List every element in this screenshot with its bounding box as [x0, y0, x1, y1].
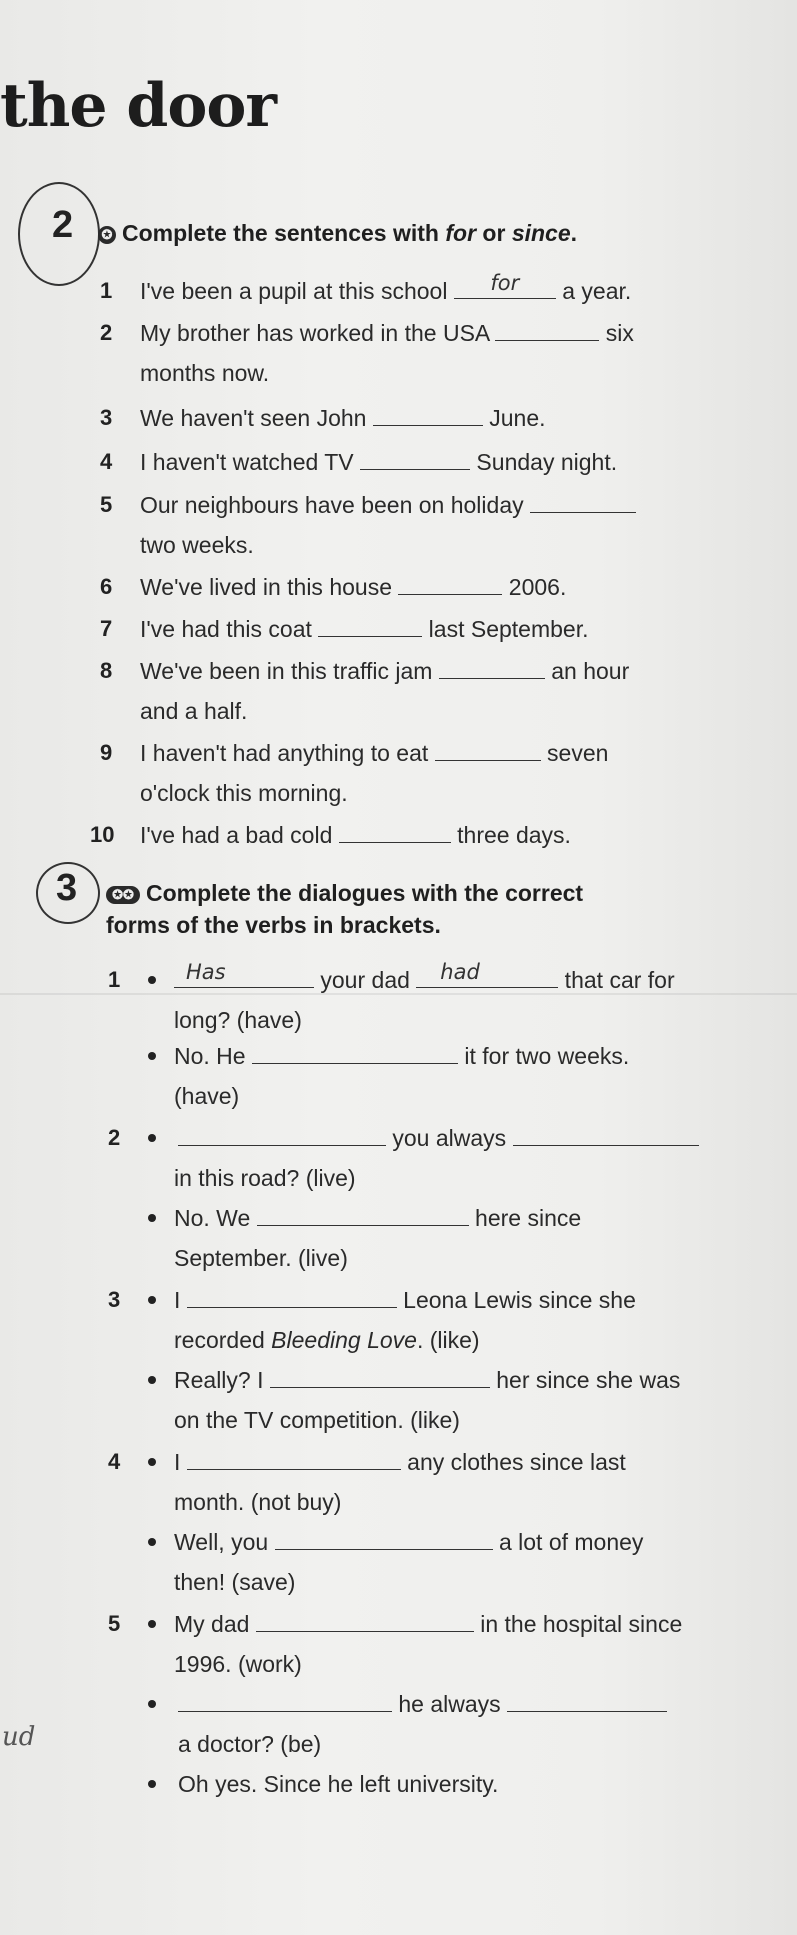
exercise-3-instruction-line-2: forms of the verbs in brackets.	[106, 912, 441, 938]
item-number: 5	[100, 492, 113, 517]
sentence-10: I've had a bad cold three days.	[140, 822, 571, 848]
dialogue-3-reply: Really? I her since she was	[174, 1367, 681, 1393]
dialogue-2-question-cont: in this road? (live)	[174, 1165, 356, 1191]
answer-blank[interactable]	[178, 1123, 386, 1146]
sentence-2: My brother has worked in the USA six	[140, 320, 634, 346]
item-number: 3	[108, 1287, 121, 1312]
answer-blank[interactable]	[318, 614, 422, 637]
answer-blank[interactable]	[495, 318, 599, 341]
dialogue-1-reply-cont: (have)	[174, 1083, 240, 1109]
answer-blank[interactable]	[507, 1689, 667, 1712]
dialogue-5-reply: Oh yes. Since he left university.	[178, 1771, 499, 1797]
item-number: 7	[100, 616, 113, 641]
item-number: 1	[108, 967, 121, 992]
dialogue-2-reply-cont: September. (live)	[174, 1245, 348, 1271]
dialogue-4-question-cont: month. (not buy)	[174, 1489, 342, 1515]
sentence-9-cont: o'clock this morning.	[140, 780, 348, 806]
answer-blank[interactable]: for	[454, 276, 556, 299]
bullet	[148, 1052, 156, 1060]
answer-blank[interactable]	[339, 820, 451, 843]
item-number: 1	[100, 278, 113, 303]
item-number: 4	[108, 1449, 121, 1474]
margin-note: ud	[2, 1722, 36, 1752]
sentence-6: We've lived in this house 2006.	[140, 574, 567, 600]
item-number: 8	[100, 658, 113, 683]
sentence-8-cont: and a half.	[140, 698, 248, 724]
answer-blank[interactable]: had	[416, 965, 558, 988]
exercise-2-number: 2	[52, 204, 74, 246]
dialogue-1-question-cont: long? (have)	[174, 1007, 302, 1033]
bullet	[148, 1134, 156, 1142]
double-level-icon: ✪✪	[106, 886, 140, 904]
answer-blank[interactable]	[257, 1203, 469, 1226]
dialogue-5-question: My dad in the hospital since	[174, 1611, 683, 1637]
answer-blank[interactable]	[178, 1689, 392, 1712]
answer-blank[interactable]: Has	[174, 965, 314, 988]
dialogue-4-reply-cont: then! (save)	[174, 1569, 296, 1595]
dialogue-2-reply: No. We here since	[174, 1205, 582, 1231]
dialogue-4-reply: Well, you a lot of money	[174, 1529, 644, 1555]
sentence-5: Our neighbours have been on holiday	[140, 490, 636, 520]
dialogue-5-followup-cont: a doctor? (be)	[178, 1731, 322, 1757]
dialogue-3-reply-cont: on the TV competition. (like)	[174, 1407, 460, 1433]
answer-blank[interactable]	[373, 403, 483, 426]
exercise-2-instruction: ✪ Complete the sentences with for or since.	[98, 216, 577, 250]
answer-blank[interactable]	[513, 1123, 699, 1146]
item-number: 5	[108, 1611, 121, 1636]
bullet	[148, 1700, 156, 1708]
answer-blank[interactable]	[439, 656, 545, 679]
item-number: 3	[100, 405, 113, 430]
bullet	[148, 1780, 156, 1788]
answer-blank[interactable]	[252, 1041, 458, 1064]
sentence-1: I've been a pupil at this school for a year.	[140, 271, 632, 304]
dialogue-4-question: I any clothes since last	[174, 1449, 626, 1475]
item-number: 9	[100, 740, 113, 765]
sentence-8: We've been in this traffic jam an hour	[140, 658, 630, 684]
bullet	[148, 1296, 156, 1304]
bullet	[148, 1376, 156, 1384]
sentence-4: I haven't watched TV Sunday night.	[140, 449, 618, 475]
bullet	[148, 1214, 156, 1222]
dialogue-3-question-cont: recorded Bleeding Love. (like)	[174, 1327, 480, 1353]
dialogue-2-question: you always	[178, 1123, 699, 1153]
sentence-2-cont: months now.	[140, 360, 270, 386]
sentence-9: I haven't had anything to eat seven	[140, 740, 609, 766]
item-number: 2	[100, 320, 113, 345]
answer-blank[interactable]	[275, 1527, 493, 1550]
item-number: 4	[100, 449, 113, 474]
sentence-3: We haven't seen John June.	[140, 405, 546, 431]
bullet	[148, 1458, 156, 1466]
answer-blank[interactable]	[270, 1365, 490, 1388]
sentence-7: I've had this coat last September.	[140, 616, 589, 642]
answer-blank[interactable]	[360, 447, 470, 470]
exercise-3-number: 3	[56, 867, 78, 909]
dialogue-1-question: Has your dad had that car for	[174, 965, 675, 995]
answer-blank[interactable]	[187, 1447, 401, 1470]
item-number: 10	[90, 822, 115, 847]
answer-blank[interactable]	[530, 490, 636, 513]
bullet	[148, 1620, 156, 1628]
item-number: 6	[100, 574, 113, 599]
answer-blank[interactable]	[398, 572, 502, 595]
single-level-icon: ✪	[98, 226, 116, 244]
dialogue-5-followup: he always	[178, 1689, 667, 1719]
bullet	[148, 1538, 156, 1546]
answer-blank[interactable]	[256, 1609, 474, 1632]
sentence-5-cont: two weeks.	[140, 532, 254, 558]
dialogue-5-question-cont: 1996. (work)	[174, 1651, 302, 1677]
bullet	[148, 976, 156, 984]
dialogue-3-question: I Leona Lewis since she	[174, 1287, 636, 1313]
exercise-3-instruction-line-1: ✪✪ Complete the dialogues with the correct	[106, 876, 583, 910]
answer-blank[interactable]	[435, 738, 541, 761]
page-title: the door	[0, 71, 277, 141]
item-number: 2	[108, 1125, 121, 1150]
dialogue-1-reply: No. He it for two weeks.	[174, 1043, 630, 1069]
answer-blank[interactable]	[187, 1285, 397, 1308]
